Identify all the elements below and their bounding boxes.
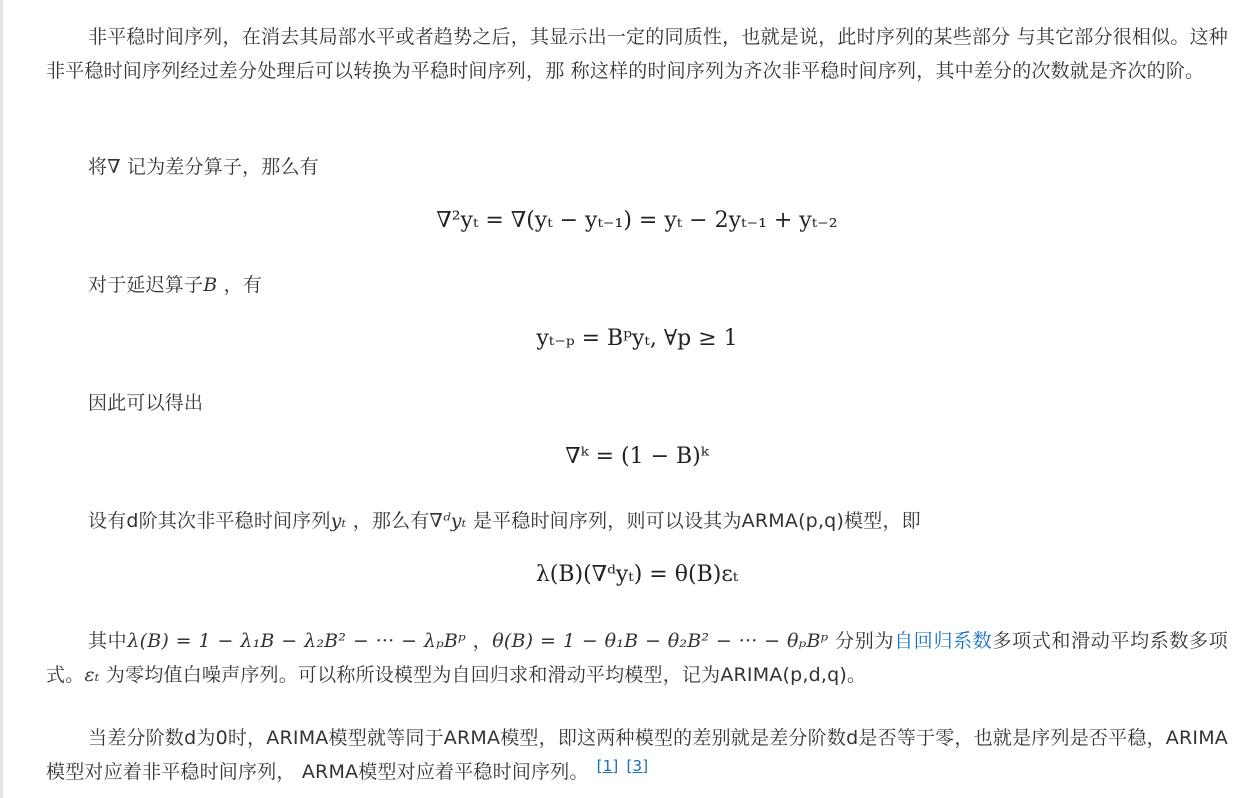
- paragraph-polynomials: [46, 624, 1228, 692]
- paragraph-arma-setup: [46, 504, 921, 538]
- paragraph-therefore: 因此可以得出: [88, 392, 204, 414]
- text: 记为差分算子，那么有: [120, 156, 319, 178]
- differenced-series-symbol: ∇ᵈyₜ: [429, 510, 467, 532]
- formula-arima: λ(B)(∇ᵈyₜ) = θ(B)εₜ: [535, 562, 739, 587]
- paragraph-intro: 非平稳时间序列，在消去其局部水平或者趋势之后，其显示出一定的同质性，也就是说，此时序列的某些部分 与其它部分很相似。这种非平稳时间序列经过差分处理后可以转换为平稳时间序列，那 称这样的时间序列为齐次非平稳时间序列，其中差分的次数就是齐次的阶。: [46, 26, 1228, 82]
- reference-1-link[interactable]: [1]: [596, 756, 619, 775]
- text: ，: [465, 630, 493, 652]
- text: 为零均值白噪声序列。可以称所设模型为自回归求和滑动平均模型，记为ARIMA(p,d,q)。: [99, 664, 867, 686]
- formula-second-difference: ∇²yₜ = ∇(yₜ − yₜ₋₁) = yₜ − 2yₜ₋₁ + yₜ₋₂: [436, 208, 838, 233]
- paragraph-conclusion: [46, 721, 1228, 789]
- text: ，那么有: [346, 510, 430, 532]
- text: 多项式和滑动平均系数多项式。: [46, 630, 1228, 686]
- formula-k-difference: ∇ᵏ = (1 − B)ᵏ: [565, 444, 709, 469]
- lag-operator-symbol: B: [203, 274, 218, 296]
- text: 是平稳时间序列，则可以设其为ARMA(p,q)模型，即: [466, 510, 921, 532]
- epsilon-symbol: εₜ: [84, 664, 100, 686]
- theta-polynomial: θ(B) = 1 − θ₁B − θ₂B² − ··· − θₚBᵖ: [492, 630, 829, 652]
- text: 其中: [88, 630, 128, 652]
- paragraph-difference-operator: [46, 150, 319, 184]
- text: 将: [88, 156, 108, 178]
- text: 对于延迟算子: [88, 274, 204, 296]
- text: 当差分阶数d为0时，ARIMA模型就等同于ARMA模型，即这两种模型的差别就是差分阶数d是否等于零，也就是序列是否平稳，ARIMA模型对应着非平稳时间序列， ARMA模型对应着平稳时间序列。: [46, 727, 1228, 783]
- lambda-polynomial: λ(B) = 1 − λ₁B − λ₂B² − ··· − λₚBᵖ: [127, 630, 466, 652]
- text: ，有: [217, 274, 263, 296]
- paragraph-lag-operator: [46, 268, 262, 302]
- series-symbol: yₜ: [330, 510, 347, 532]
- text: 设有d阶其次非平稳时间序列: [88, 510, 331, 532]
- text: 分别为: [828, 630, 895, 652]
- autoregressive-coefficient-link[interactable]: 自回归系数: [894, 630, 993, 652]
- reference-3-link[interactable]: [3]: [626, 756, 649, 775]
- formula-lag: yₜ₋ₚ = Bᵖyₜ, ∀p ≥ 1: [536, 326, 738, 351]
- nabla-symbol: ∇: [107, 156, 121, 178]
- left-border: [0, 0, 3, 798]
